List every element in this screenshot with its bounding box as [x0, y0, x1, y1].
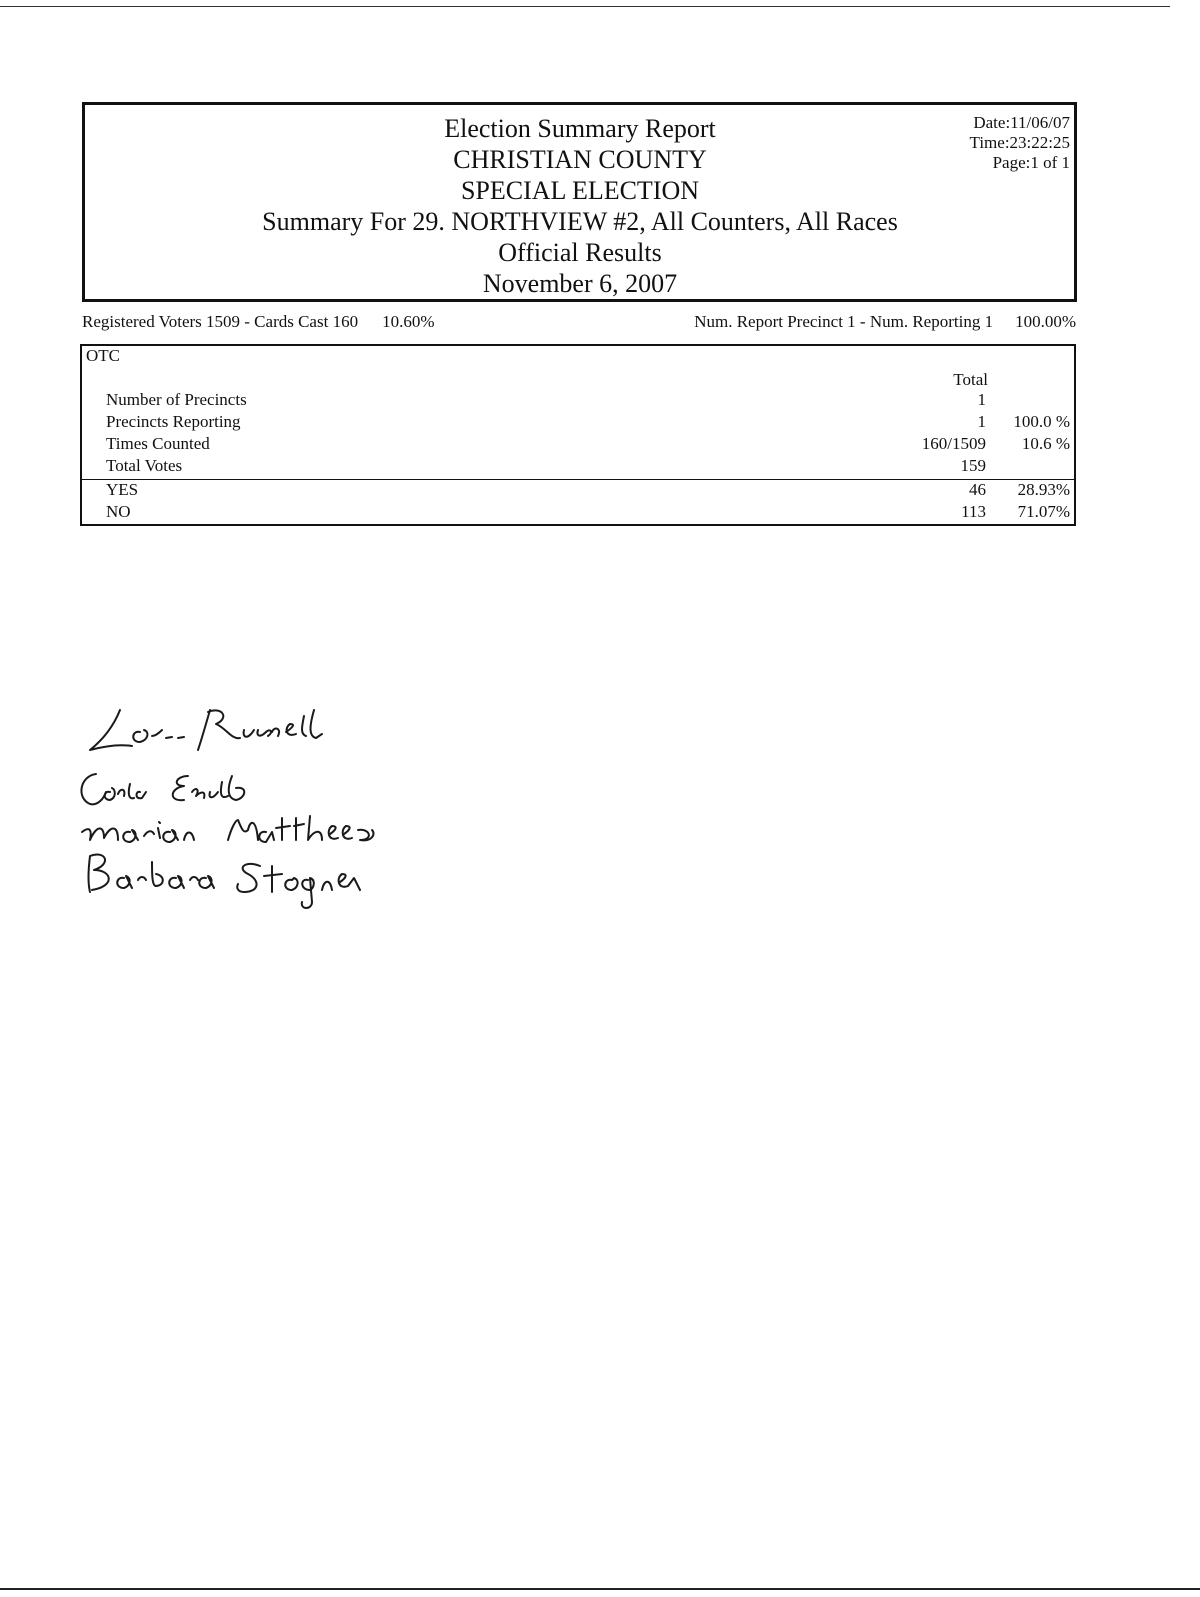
signature-2 [81, 774, 244, 804]
report-time: Time:23:22:25 [969, 133, 1070, 152]
signature-4 [89, 855, 361, 908]
stat-label: Precincts Reporting [106, 412, 241, 431]
signature-1 [90, 710, 322, 750]
handwritten-signatures [60, 680, 480, 920]
stat-percent: 100.0 % [1013, 412, 1070, 431]
report-title: Election Summary Report [444, 114, 716, 143]
stat-total: 1 [977, 412, 986, 431]
summary-scope: Summary For 29. NORTHVIEW #2, All Counters, All Races [262, 207, 898, 236]
stat-percent: 10.6 % [1021, 434, 1070, 453]
stat-total: 1 [977, 390, 986, 409]
reporting-percent: 100.00% [1015, 312, 1076, 331]
election-date: November 6, 2007 [482, 269, 678, 298]
results-status: Official Results [498, 238, 662, 267]
choice-total: 46 [969, 480, 986, 499]
choice-percent: 28.93% [1017, 480, 1070, 499]
county-name: CHRISTIAN COUNTY [453, 145, 707, 174]
choice-total: 113 [961, 502, 986, 521]
total-column-header: Total [953, 370, 988, 389]
report-page: Page:1 of 1 [992, 153, 1070, 172]
results-table [80, 344, 1076, 526]
registered-voters-summary [82, 312, 435, 332]
choice-label: NO [106, 502, 131, 521]
stat-label: Times Counted [106, 434, 210, 453]
choice-row-no [82, 502, 1074, 524]
stat-row [82, 412, 1074, 434]
stat-row [82, 434, 1074, 456]
stat-total: 160/1509 [921, 434, 986, 453]
signature-3 [82, 816, 374, 842]
stat-label: Number of Precincts [106, 390, 247, 409]
election-name: SPECIAL ELECTION [460, 176, 700, 205]
report-date: Date:11/06/07 [973, 113, 1070, 132]
stat-total: 159 [960, 456, 986, 475]
stat-row [82, 390, 1074, 412]
registered-voters-text: Registered Voters 1509 - Cards Cast 160 [82, 312, 359, 331]
report-meta [970, 113, 1070, 173]
stat-label: Total Votes [106, 456, 183, 475]
stat-row [82, 456, 1074, 478]
race-title: OTC [86, 346, 120, 365]
scan-edge-bottom [0, 1588, 1200, 1590]
choice-row-yes [82, 480, 1074, 502]
report-header [82, 102, 1077, 302]
report-title-block [85, 113, 1075, 299]
precinct-reporting-summary [694, 312, 1076, 332]
choice-label: YES [106, 480, 139, 499]
turnout-percent: 10.60% [382, 312, 435, 331]
scan-edge-top [0, 6, 1170, 7]
precinct-reporting-text: Num. Report Precinct 1 - Num. Reporting 1 [694, 312, 994, 331]
choice-percent: 71.07% [1017, 502, 1070, 521]
